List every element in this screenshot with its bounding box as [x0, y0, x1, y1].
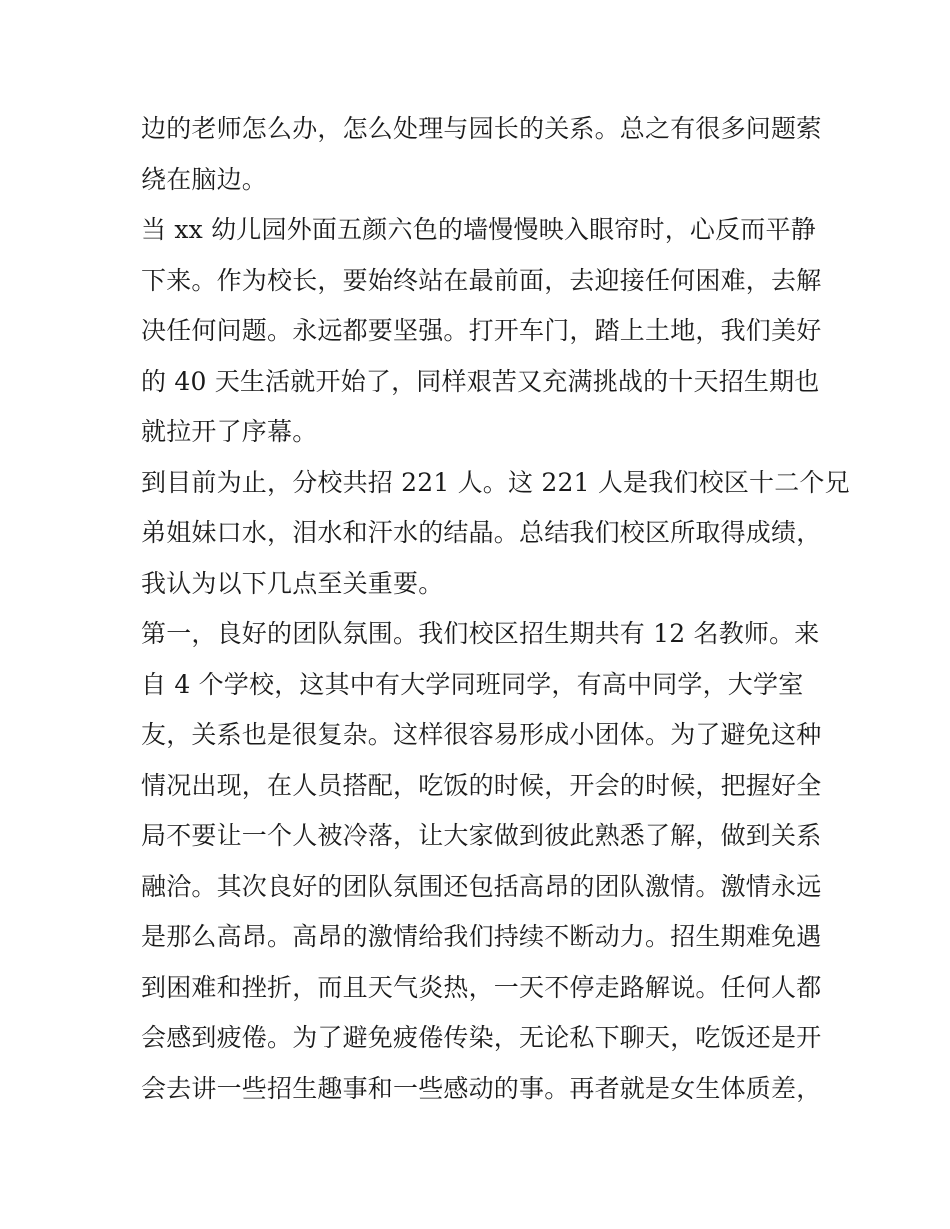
- text-line: 边的老师怎么办，怎么处理与园长的关系。总之有很多问题萦: [141, 114, 822, 143]
- text-line: 弟姐妹口水，泪水和汗水的结晶。总结我们校区所取得成绩，: [141, 518, 822, 547]
- text-line: 是那么高昂。高昂的激情给我们持续不断动力。招生期难免遇: [141, 922, 822, 951]
- text-line: 就拉开了序幕。: [141, 417, 318, 446]
- body-text: [141, 104, 850, 1114]
- text-line: 我认为以下几点至关重要。: [141, 568, 444, 598]
- text-line: 到目前为止，分校共招 221 人。这 221 人是我们校区十二个兄: [141, 467, 850, 497]
- text-line: 融洽。其次良好的团队氛围还包括高昂的团队激情。激情永远: [141, 871, 822, 901]
- text-line: 的 40 天生活就开始了，同样艰苦又充满挑战的十天招生期也: [141, 366, 820, 396]
- text-line: 绕在脑边。: [141, 164, 268, 194]
- text-line: 自 4 个学校，这其中有大学同班同学，有高中同学，大学室: [141, 669, 804, 699]
- text-line: 会感到疲倦。为了避免疲倦传染，无论私下聊天，吃饭还是开: [141, 1023, 822, 1052]
- text-line: 会去讲一些招生趣事和一些感动的事。再者就是女生体质差，: [141, 1073, 822, 1103]
- text-line: 友，关系也是很复杂。这样很容易形成小团体。为了避免这种: [141, 720, 822, 749]
- text-line: 决任何问题。永远都要坚强。打开车门，踏上土地，我们美好: [141, 316, 822, 345]
- text-line: 下来。作为校长，要始终站在最前面，去迎接任何困难，去解: [141, 265, 822, 295]
- text-line: 当 xx 幼儿园外面五颜六色的墙慢慢映入眼帘时，心反而平静: [141, 215, 816, 244]
- text-line: 局不要让一个人被冷落，让大家做到彼此熟悉了解，做到关系: [141, 821, 822, 850]
- text-line: 第一，良好的团队氛围。我们校区招生期共有 12 名教师。来: [141, 619, 820, 648]
- text-line: 情况出现，在人员搭配，吃饭的时候，开会的时候，把握好全: [141, 770, 822, 800]
- text-line: 到困难和挫折，而且天气炎热，一天不停走路解说。任何人都: [141, 972, 822, 1002]
